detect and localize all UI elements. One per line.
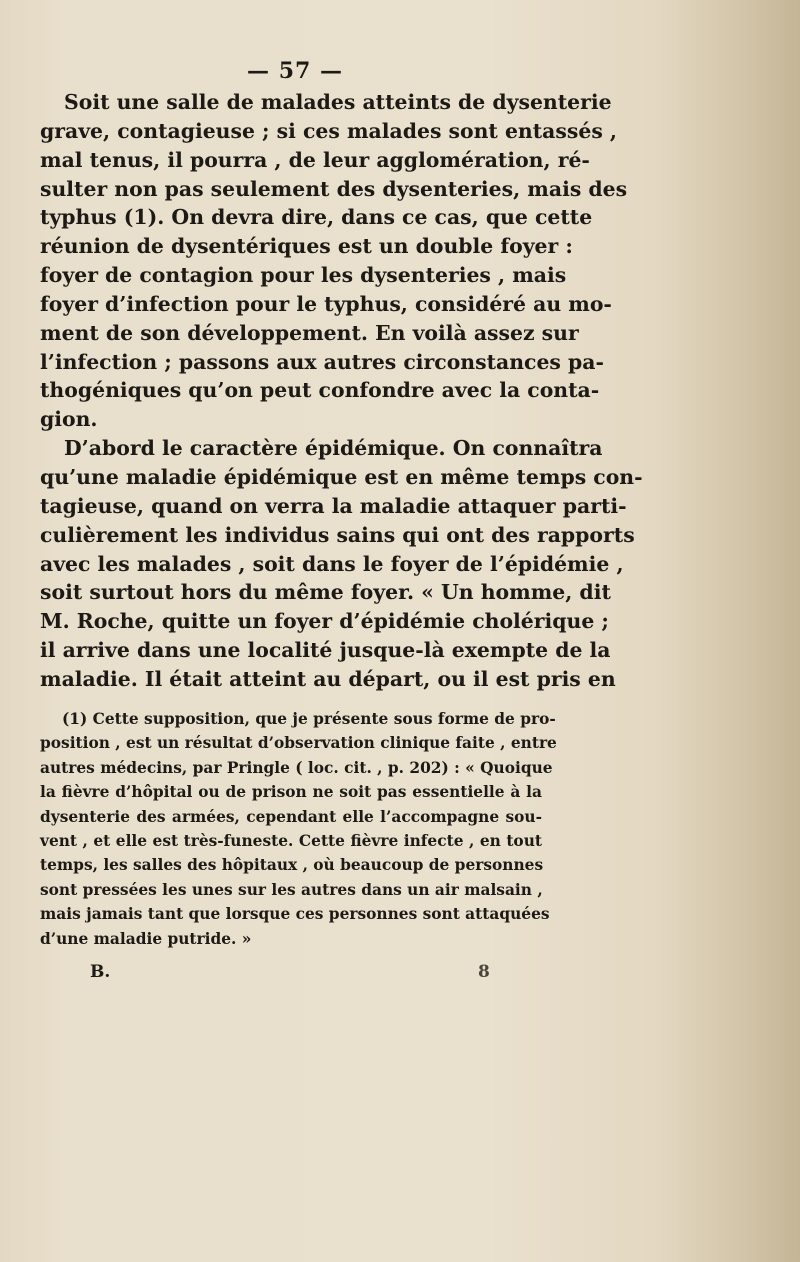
text-line: foyer de contagion pour les dysenteries , mais [40, 263, 567, 288]
footnote-line: dysenterie des armées, cependant elle l’accompagne sou- [40, 807, 542, 826]
body-text [40, 88, 643, 694]
text-line: foyer d’infection pour le typhus, considéré au mo- [40, 291, 612, 316]
footnote-line: autres médecins, par Pringle ( loc. cit. , p. 202) : « Quoique [40, 758, 553, 777]
footnote [40, 707, 557, 951]
text-line: tagieuse, quand on verra la maladie attaquer parti- [40, 493, 627, 518]
footnote-line: (1) Cette supposition, que je présente sous forme de pro- [62, 710, 556, 728]
text-line: soit surtout hors du même foyer. « Un homme, dit [40, 580, 611, 605]
footnote-line: la fièvre d’hôpital ou de prison ne soit pas essentielle à la [40, 783, 542, 802]
text-line: grave, contagieuse ; si ces malades sont entassés , [40, 118, 617, 143]
text-line: maladie. Il était atteint au départ, ou il est pris en [40, 666, 616, 691]
text-line: avec les malades , soit dans le foyer de l’épidémie , [40, 551, 624, 576]
footnote-line: temps, les salles des hôpitaux , où beaucoup de personnes [40, 856, 544, 875]
text-line: thogéniques qu’on peut confondre avec la conta- [40, 378, 600, 403]
signature-mark: B. [90, 962, 111, 982]
text-line: sulter non pas seulement des dysenteries, mais des [40, 176, 628, 201]
footnote-line: mais jamais tant que lorsque ces personnes sont attaquées [40, 905, 550, 924]
text-line: l’infection ; passons aux autres circonstances pa- [40, 349, 604, 374]
text-line: réunion de dysentériques est un double foyer : [40, 234, 573, 259]
footnote-line: d’une maladie putride. » [40, 929, 252, 948]
text-line: culièrement les individus sains qui ont des rapports [40, 522, 635, 547]
page-number: — 57 — [247, 58, 343, 84]
text-line: il arrive dans une localité jusque-là exempte de la [40, 638, 611, 663]
text-line: gion. [40, 407, 98, 432]
text-line: typhus (1). On devra dire, dans ce cas, que cette [40, 205, 593, 230]
footnote-line: sont pressées les unes sur les autres dans un air malsain , [40, 880, 543, 899]
footnote-line: vent , et elle est très-funeste. Cette fièvre infecte , en tout [40, 831, 542, 850]
text-line: M. Roche, quitte un foyer d’épidémie cholérique ; [40, 609, 609, 634]
text-line: Soit une salle de malades atteints de dysenterie [64, 90, 612, 114]
footnote-line: position , est un résultat d’observation clinique faite , entre [40, 734, 557, 753]
text-line: D’abord le caractère épidémique. On connaîtra [64, 436, 603, 461]
sheet-number: 8 [478, 962, 490, 982]
text-line: mal tenus, il pourra , de leur agglomération, ré- [40, 147, 590, 172]
text-line: ment de son développement. En voilà assez sur [40, 320, 579, 345]
text-line: qu’une maladie épidémique est en même temps con- [40, 464, 643, 489]
